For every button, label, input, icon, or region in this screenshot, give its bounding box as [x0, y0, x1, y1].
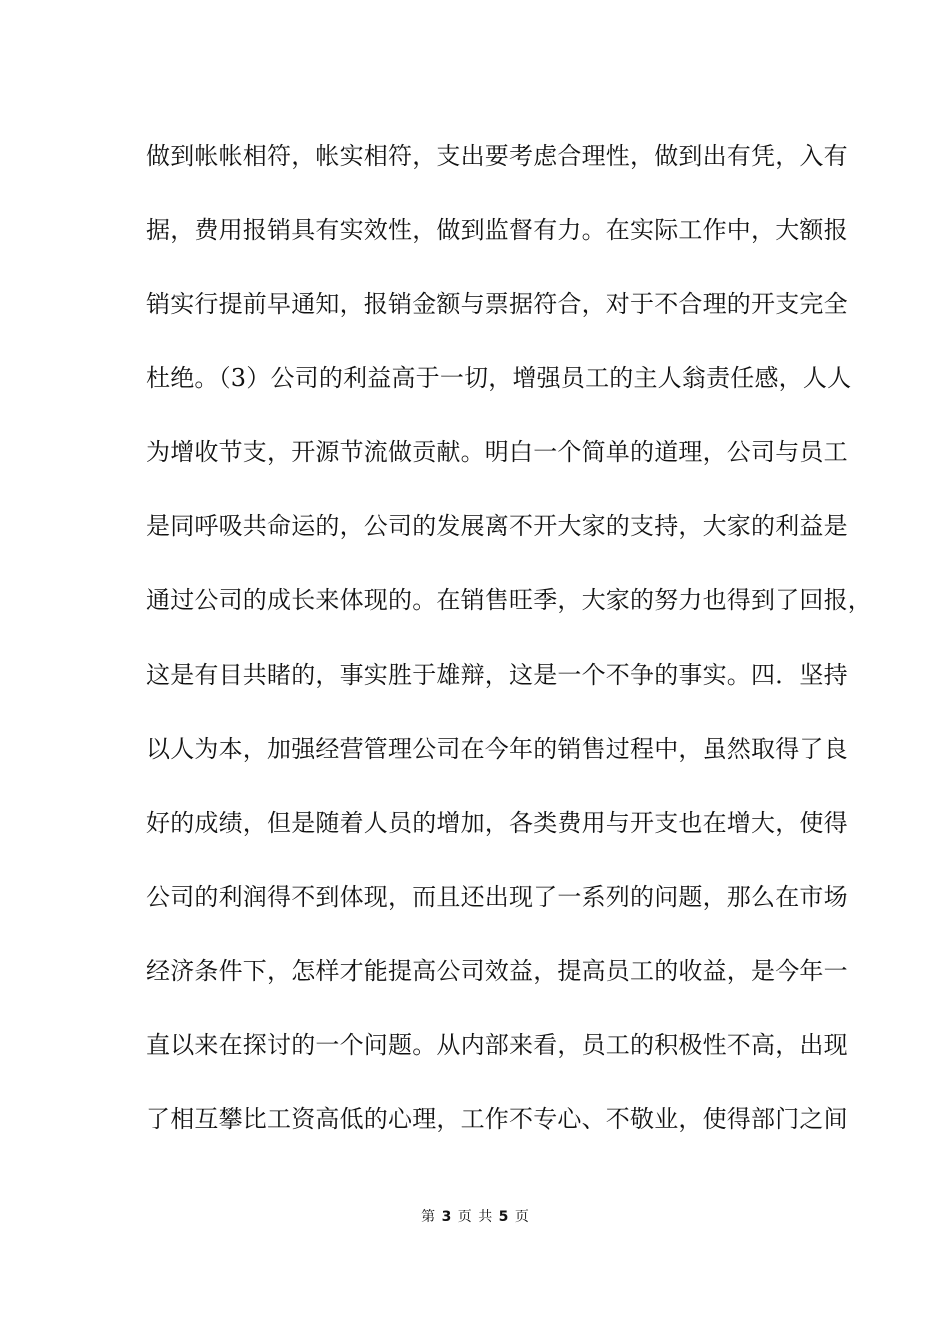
body-line: 好的成绩，但是随着人员的增加，各类费用与开支也在增大，使得	[146, 809, 848, 837]
footer-prefix: 第	[421, 1209, 436, 1225]
footer-current-page: 3	[441, 1209, 452, 1225]
footer-page-word: 页	[457, 1209, 472, 1225]
body-line: 经济条件下，怎样才能提高公司效益，提高员工的收益，是今年一	[146, 957, 848, 985]
body-line: 是同呼吸共命运的，公司的发展离不开大家的支持，大家的利益是	[146, 512, 848, 540]
body-line: 据，费用报销具有实效性，做到监督有力。在实际工作中，大额报	[146, 216, 848, 244]
body-line: 这是有目共睹的，事实胜于雄辩，这是一个不争的事实。四．坚持	[146, 661, 848, 689]
body-line: 做到帐帐相符，帐实相符，支出要考虑合理性，做到出有凭，入有	[146, 142, 848, 170]
body-line: 销实行提前早通知，报销金额与票据符合，对于不合理的开支完全	[146, 290, 848, 318]
footer-total-word: 共	[478, 1209, 493, 1225]
body-line: 直以来在探讨的一个问题。从内部来看，员工的积极性不高，出现	[146, 1031, 848, 1059]
page-footer	[0, 1208, 950, 1226]
body-line: 杜绝。（3）公司的利益高于一切，增强员工的主人翁责任感，人人	[146, 364, 852, 392]
body-line: 为增收节支，开源节流做贡献。明白一个简单的道理，公司与员工	[146, 438, 848, 466]
body-line: 以人为本，加强经营管理公司在今年的销售过程中，虽然取得了良	[146, 735, 848, 763]
body-line: 通过公司的成长来体现的。在销售旺季，大家的努力也得到了回报，	[146, 586, 872, 614]
footer-suffix: 页	[514, 1209, 529, 1225]
footer-total-pages: 5	[498, 1209, 509, 1225]
body-line: 公司的利润得不到体现，而且还出现了一系列的问题，那么在市场	[146, 883, 848, 911]
body-line: 了相互攀比工资高低的心理，工作不专心、不敬业，使得部门之间	[146, 1105, 848, 1133]
